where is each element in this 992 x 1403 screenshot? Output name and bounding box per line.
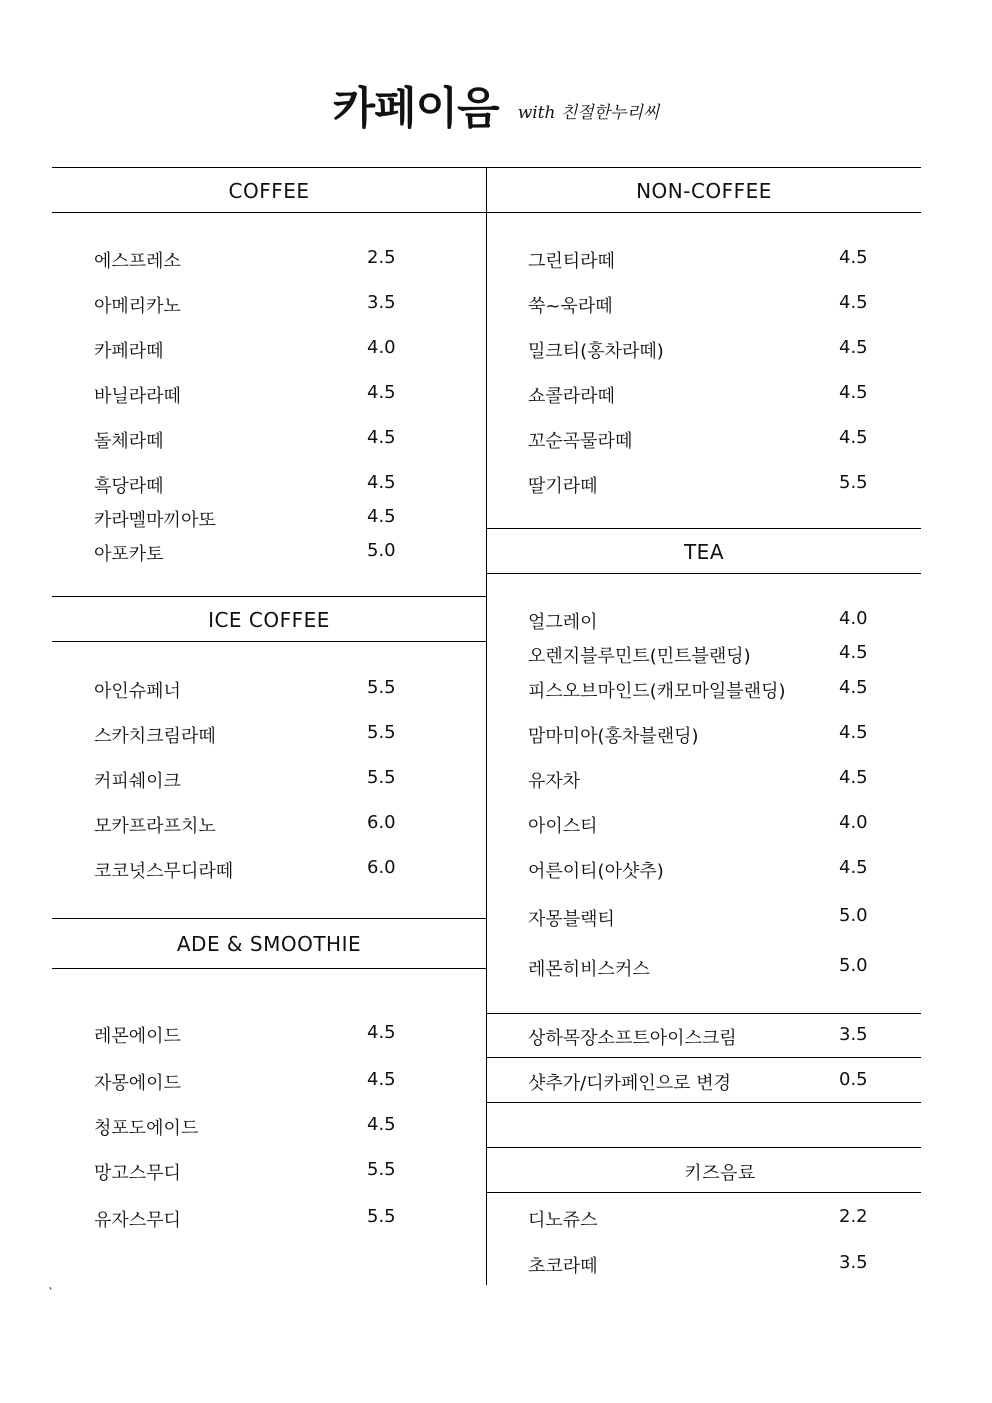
divider-tea-bottom	[487, 573, 921, 574]
menu-item-price: 4.5	[839, 642, 868, 663]
cafe-name: 카페이음	[332, 83, 499, 134]
menu-item-name: 흑당라떼	[94, 476, 164, 497]
menu-item-price: 6.0	[367, 812, 396, 833]
menu-item-price: 2.2	[839, 1206, 868, 1227]
menu-item-name: 어른이티(아샷추)	[528, 861, 664, 882]
menu-item-price: 4.5	[839, 767, 868, 788]
menu-title	[0, 72, 992, 136]
divider-extras-bottom	[487, 1102, 921, 1103]
menu-item-price: 5.5	[367, 1206, 396, 1227]
menu-item-name: 밀크티(홍차라떼)	[528, 341, 664, 362]
menu-item-price: 4.0	[839, 608, 868, 629]
menu-item-price: 5.5	[367, 767, 396, 788]
divider-ice-top	[52, 596, 486, 597]
menu-item-name: 유자차	[528, 771, 581, 792]
menu-item-price: 3.5	[839, 1252, 868, 1273]
menu-item-price: 5.5	[367, 677, 396, 698]
menu-item-price: 4.5	[367, 472, 396, 493]
divider-ade-bottom	[52, 968, 486, 969]
cafe-subtitle: with 친절한누리씨	[517, 102, 660, 123]
menu-item-name: 꼬순곡물라떼	[528, 431, 633, 452]
extra-item-price: 3.5	[839, 1024, 868, 1045]
menu-item-name: 바닐라라떼	[94, 386, 181, 407]
menu-item-price: 4.5	[367, 506, 396, 527]
menu-item-name: 오렌지블루민트(민트블랜딩)	[528, 646, 751, 667]
extra-item-price: 0.5	[839, 1069, 868, 1090]
menu-item-price: 4.0	[839, 812, 868, 833]
menu-item-price: 4.5	[367, 1069, 396, 1090]
menu-item-name: 그린티라떼	[528, 251, 615, 272]
menu-item-name: 망고스무디	[94, 1163, 181, 1184]
divider-ade-top	[52, 918, 486, 919]
section-heading-coffee: COFFEE	[228, 179, 310, 203]
menu-item-price: 4.5	[839, 427, 868, 448]
divider-extras-top	[487, 1013, 921, 1014]
menu-item-name: 카페라떼	[94, 341, 164, 362]
menu-item-price: 4.5	[839, 292, 868, 313]
divider-center	[486, 167, 487, 1285]
menu-item-name: 아메리카노	[94, 296, 181, 317]
menu-item-name: 자몽블랙티	[528, 909, 615, 930]
menu-item-name: 얼그레이	[528, 612, 598, 633]
divider-kids-top	[487, 1147, 921, 1148]
menu-item-name: 모카프라프치노	[94, 816, 216, 837]
menu-item-name: 아포카토	[94, 544, 164, 565]
menu-item-price: 4.5	[367, 1022, 396, 1043]
menu-item-price: 4.5	[839, 677, 868, 698]
menu-item-name: 초코라떼	[528, 1256, 598, 1277]
menu-item-name: 쇼콜라라떼	[528, 386, 615, 407]
menu-item-name: 쑥~욱라떼	[528, 296, 613, 317]
menu-item-name: 스카치크림라떼	[94, 726, 216, 747]
menu-item-price: 5.5	[367, 722, 396, 743]
menu-item-price: 5.0	[367, 540, 396, 561]
menu-item-name: 에스프레소	[94, 251, 181, 272]
menu-item-name: 유자스무디	[94, 1210, 181, 1231]
menu-item-name: 자몽에이드	[94, 1073, 181, 1094]
divider-tea-top	[487, 528, 921, 529]
menu-item-name: 맘마미아(홍차블랜딩)	[528, 726, 699, 747]
menu-item-price: 4.5	[839, 857, 868, 878]
menu-item-price: 4.5	[367, 382, 396, 403]
menu-item-price: 4.5	[839, 722, 868, 743]
menu-item-name: 카라멜마끼아또	[94, 510, 216, 531]
divider-extras-mid	[487, 1057, 921, 1058]
menu-item-name: 돌체라떼	[94, 431, 164, 452]
extra-item-name: 샷추가/디카페인으로 변경	[528, 1073, 732, 1094]
menu-item-name: 딸기라떼	[528, 476, 598, 497]
menu-item-price: 5.0	[839, 955, 868, 976]
menu-item-name: 커피쉐이크	[94, 771, 181, 792]
menu-item-name: 코코넛스무디라떼	[94, 861, 234, 882]
section-heading-ade-smoothie: ADE & SMOOTHIE	[176, 932, 362, 956]
menu-item-price: 5.5	[839, 472, 868, 493]
menu-item-name: 피스오브마인드(캐모마일블랜딩)	[528, 681, 786, 702]
menu-item-price: 4.5	[367, 1114, 396, 1135]
menu-item-price: 2.5	[367, 247, 396, 268]
menu-item-name: 아이스티	[528, 816, 598, 837]
menu-item-name: 청포도에이드	[94, 1118, 199, 1139]
menu-item-name: 레몬에이드	[94, 1026, 181, 1047]
menu-item-price: 4.5	[839, 247, 868, 268]
section-heading-kids: 키즈음료	[684, 1163, 756, 1184]
extra-item-name: 상하목장소프트아이스크림	[528, 1028, 737, 1049]
section-heading-ice-coffee: ICE COFFEE	[208, 608, 330, 632]
menu-item-price: 5.0	[839, 905, 868, 926]
menu-item-price: 3.5	[367, 292, 396, 313]
menu-item-price: 4.5	[367, 427, 396, 448]
divider-ice-bottom	[52, 641, 486, 642]
menu-item-name: 디노쥬스	[528, 1210, 598, 1231]
menu-item-name: 아인슈페너	[94, 681, 181, 702]
section-heading-non-coffee: NON-COFFEE	[636, 179, 772, 203]
menu-item-price: 4.0	[367, 337, 396, 358]
menu-item-price: 4.5	[839, 382, 868, 403]
section-heading-tea: TEA	[683, 540, 725, 564]
menu-item-price: 4.5	[839, 337, 868, 358]
footnote-mark: `	[48, 1286, 54, 1300]
menu-item-price: 5.5	[367, 1159, 396, 1180]
divider-kids-bottom	[487, 1192, 921, 1193]
menu-item-name: 레몬히비스커스	[528, 959, 650, 980]
menu-item-price: 6.0	[367, 857, 396, 878]
